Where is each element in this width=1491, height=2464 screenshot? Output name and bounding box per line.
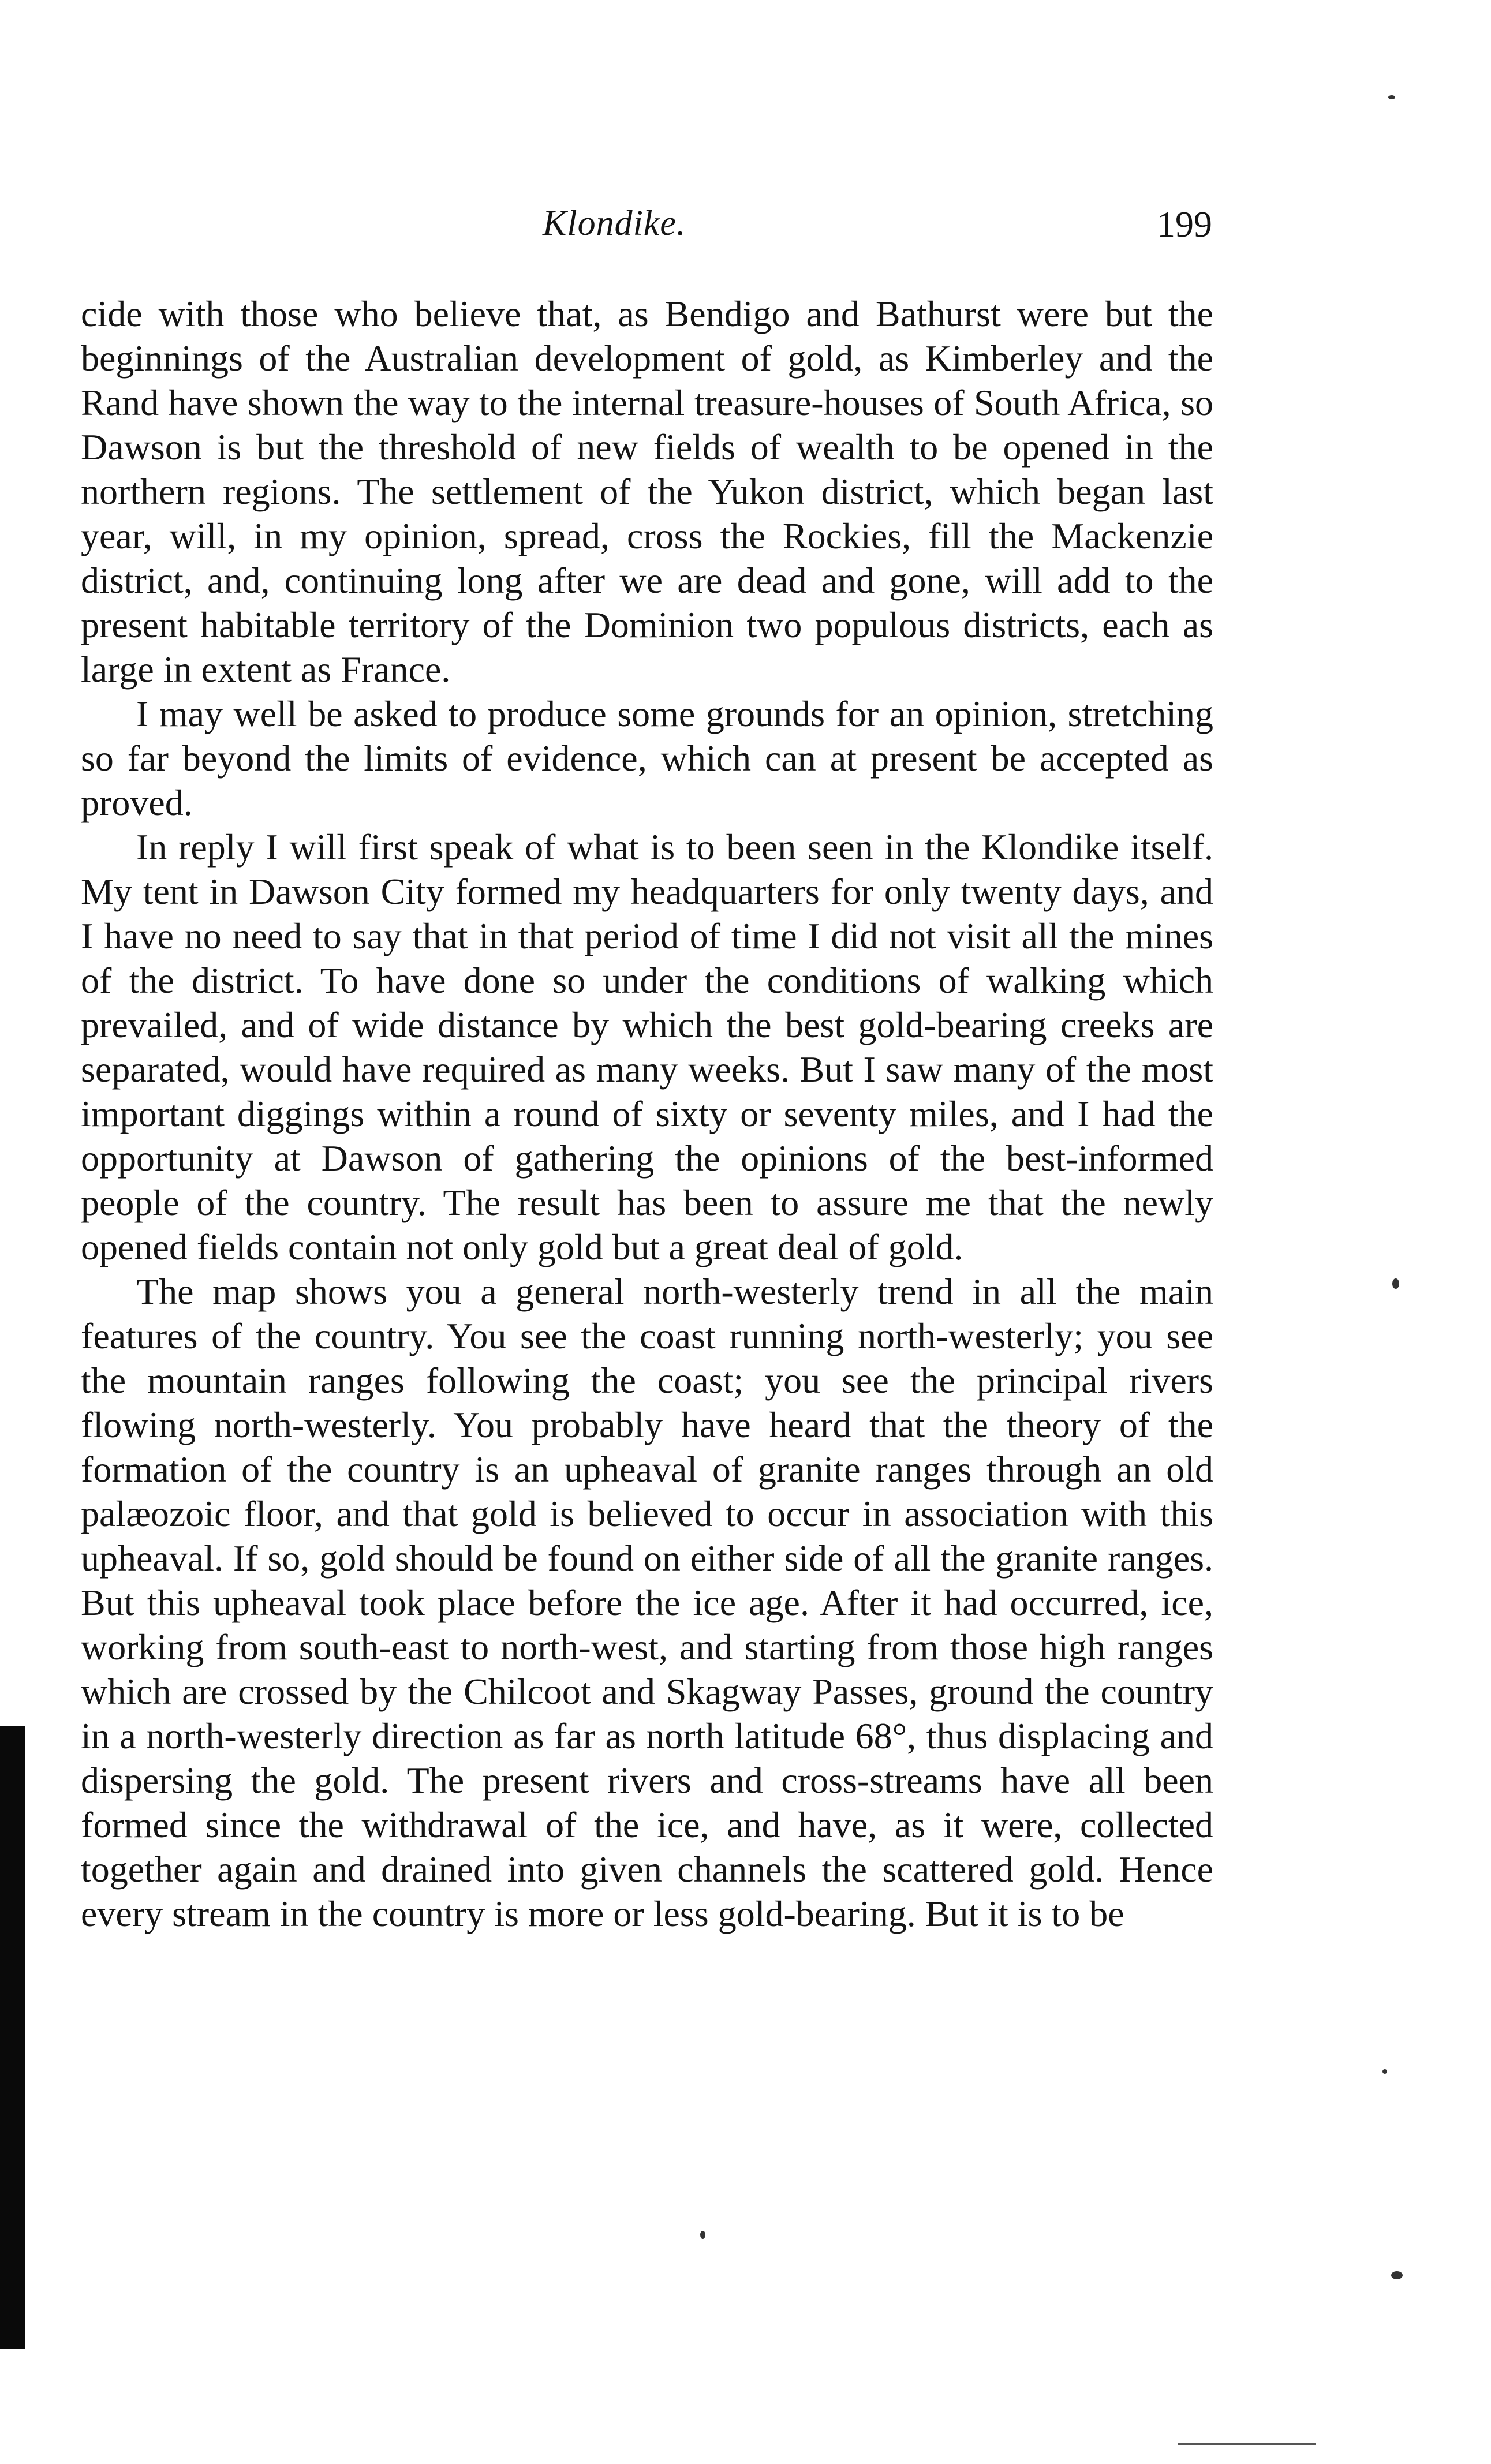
running-title: Klondike.	[543, 204, 686, 243]
scan-bottom-rule	[1178, 2443, 1316, 2445]
scan-gutter-shadow	[0, 1726, 25, 2349]
scan-speck	[1391, 2271, 1403, 2279]
body-text	[81, 291, 1213, 1936]
paragraph-2: I may well be asked to produce some grounds for an opinion, stretching so far beyond the limits of evidence, which can at present be accepted as proved.	[81, 693, 1213, 823]
scan-speck	[1392, 1278, 1399, 1289]
scan-speck	[1388, 95, 1395, 99]
scan-speck	[700, 2231, 705, 2239]
paragraph-4: The map shows you a general north-westerly trend in all the main features of the country. You see the coast running north-westerly; you see the mountain ranges following the coast; you see the principal rivers flowing north-westerly. You probably have heard that the theory of the formation of the country is an upheaval of granite ranges through an old palæozoic floor, and that gold is believed to occur in association with this upheaval. If so, gold should be found on either side of all the granite ranges. But this upheaval took place before the ice age. After it had occurred, ice, working from south-east to north-west, and starting from those high ranges which are crossed by the Chilcoot and Skagway Passes, ground the country in a north-westerly direction as far as north latitude 68°, thus displacing and dispersing the gold. The present rivers and cross-streams have all been formed since the withdrawal of the ice, and have, as it were, collected together again and drained into given channels the scattered gold. Hence every stream in the country is more or less gold-bearing. But it is to be	[81, 1271, 1213, 1934]
running-head	[81, 203, 1212, 261]
scan-speck	[1382, 2069, 1387, 2074]
page-number: 199	[1157, 204, 1212, 245]
paragraph-3: In reply I will first speak of what is to been seen in the Klondike itself. My tent in Dawson City formed my headquarters for only twenty days, and I have no need to say that in that period of time I did not visit all the mines of the district. To have done so under the conditions of walking which prevailed, and of wide distance by which the best gold-bearing creeks are separated, would have required as many weeks. But I saw many of the most important diggings within a round of sixty or seventy miles, and I had the opportunity at Dawson of gathering the opinions of the best-informed people of the country. The result has been to assure me that the newly opened fields contain not only gold but a great deal of gold.	[81, 827, 1213, 1267]
paragraph-1: cide with those who believe that, as Bendigo and Bathurst were but the beginnings of the Australian development of gold, as Kimberley and the Rand have shown the way to the internal treasure-houses of South Africa, so Dawson is but the threshold of new fields of wealth to be opened in the northern regions. The settlement of the Yukon district, which began last year, will, in my opinion, spread, cross the Rockies, fill the Mackenzie district, and, continuing long after we are dead and gone, will add to the present habitable territory of the Dominion two populous districts, each as large in extent as France.	[81, 293, 1213, 690]
